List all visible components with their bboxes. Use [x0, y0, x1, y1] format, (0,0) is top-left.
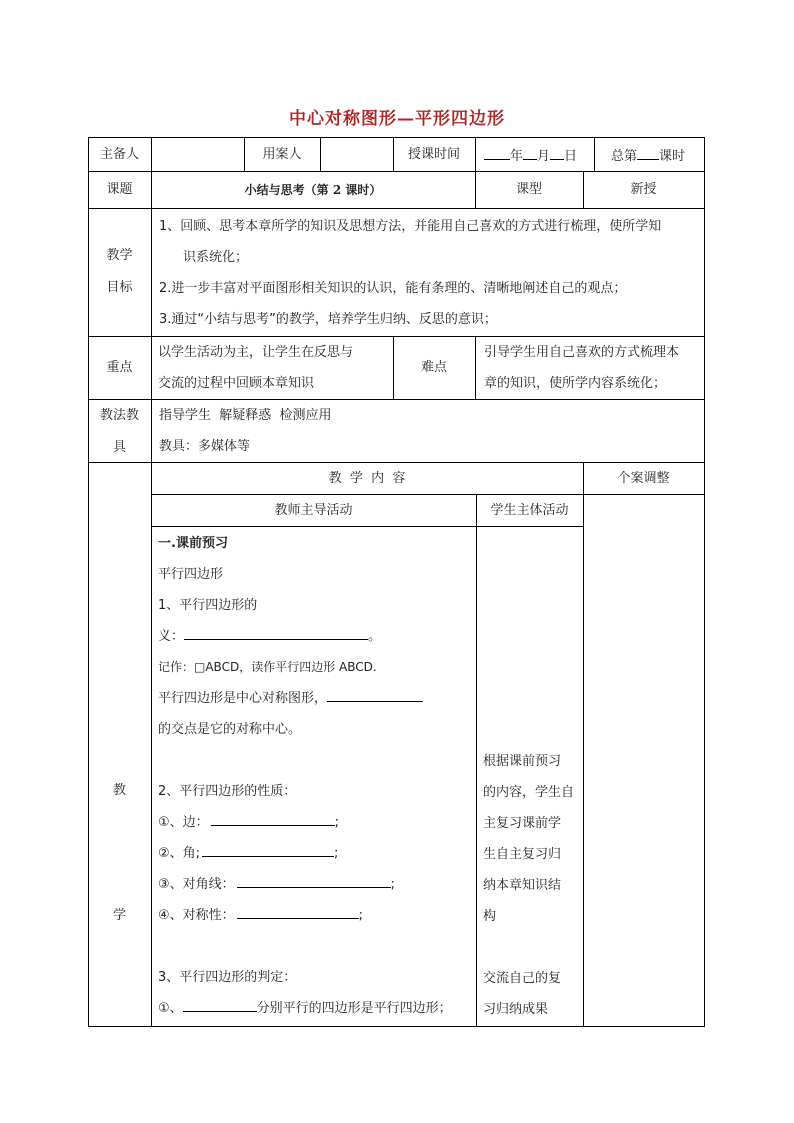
property-line	[158, 900, 474, 931]
table-border-right	[704, 137, 705, 1027]
punctuation: ;	[358, 908, 364, 923]
preparer-value-cell[interactable]	[152, 138, 244, 171]
student-line: 主复习课前学	[483, 816, 562, 831]
section-title: 一.课前预习	[158, 536, 228, 551]
punctuation: ;	[334, 815, 340, 830]
topic-label: 课题	[106, 182, 133, 197]
col-divider	[583, 462, 584, 1027]
punctuation: 。	[368, 629, 382, 644]
punctuation: ;	[390, 877, 396, 892]
lesson-type-value: 新授	[630, 182, 657, 197]
difficulty-text	[484, 337, 702, 399]
key-point-text	[158, 337, 390, 399]
teaching-side-label-1: 教	[112, 783, 126, 798]
key-point-line: 以学生活动为主，让学生在反思与	[158, 345, 354, 360]
property-line	[158, 869, 474, 900]
objectives-text	[159, 211, 699, 335]
col-divider	[594, 137, 595, 172]
year-label: 年	[510, 149, 524, 164]
adjustment-header: 个案调整	[617, 471, 670, 486]
col-divider	[151, 399, 152, 463]
user-label: 用案人	[262, 147, 302, 162]
difficulty-label: 难点	[420, 360, 447, 375]
lesson-count-prefix: 总第	[611, 149, 638, 164]
objectives-label-line1: 教学	[106, 248, 133, 263]
content-line: ③、对角线：	[158, 877, 235, 892]
content-header: 教 学 内 容	[328, 471, 406, 486]
content-line: 2、平行四边形的性质：	[158, 784, 297, 799]
row-divider	[88, 462, 705, 463]
methods-label-line1: 教法教	[99, 408, 139, 423]
criteria-line	[158, 993, 474, 1024]
content-line: 1、平行四边形的	[158, 598, 258, 613]
content-line: ④、对称性：	[158, 908, 235, 923]
objective-line: 识系统化；	[183, 250, 249, 265]
lesson-type-label: 课型	[515, 182, 542, 197]
objective-line: 2.进一步丰富对平面图形相关知识的认识，能有条理的、清晰地阐述自己的观点；	[159, 281, 627, 296]
row-divider	[88, 171, 705, 172]
col-divider	[151, 208, 152, 337]
methods-label-line2: 具	[112, 440, 126, 455]
content-line: 义：	[158, 629, 185, 644]
date-field[interactable]	[484, 147, 577, 165]
methods-line: 教具：多媒体等	[159, 439, 251, 454]
content-line: ②、角;	[158, 846, 201, 861]
content-line: 3、平行四边形的判定：	[158, 970, 297, 985]
student-line: 习归纳成果	[483, 1002, 549, 1017]
student-line: 交流自己的复	[483, 971, 562, 986]
definition-line	[158, 621, 474, 652]
month-label: 月	[537, 149, 551, 164]
table-border-bottom	[88, 1026, 705, 1027]
day-label: 日	[564, 149, 578, 164]
content-line: ①、	[158, 1001, 183, 1016]
symmetry-blank[interactable]	[327, 689, 423, 702]
difficulty-line: 引导学生用自己喜欢的方式梳理本	[484, 345, 680, 360]
teaching-time-label: 授课时间	[407, 147, 460, 162]
student-line: 根据课前预习	[483, 754, 562, 769]
table-border-left	[88, 137, 89, 1027]
teacher-activity-content	[158, 528, 474, 1024]
methods-line: 指导学生 解疑释惑 检测应用	[159, 408, 332, 423]
page-title: 中心对称图形—平形四边形	[289, 109, 505, 129]
definition-blank[interactable]	[184, 627, 368, 640]
row-divider	[151, 494, 704, 495]
punctuation: ;	[334, 846, 339, 861]
objective-line: 1、回顾、思考本章所学的知识及思想方法，并能用自己喜欢的方式进行梳理，使所学知	[159, 219, 662, 234]
content-line: ①、边：	[158, 815, 209, 830]
row-divider	[88, 208, 705, 209]
col-divider	[475, 137, 476, 172]
property-line	[158, 838, 474, 869]
difficulty-line: 章的知识，使所学内容系统化；	[484, 376, 667, 391]
methods-text	[159, 400, 579, 462]
key-point-line: 交流的过程中回顾本章知识	[158, 376, 315, 391]
lesson-count-field[interactable]	[611, 147, 685, 165]
lesson-count-suffix: 课时	[659, 149, 686, 164]
content-line: 的交点是它的对称中心。	[158, 722, 302, 737]
user-value-cell[interactable]	[321, 138, 393, 171]
teaching-side-label-2: 学	[112, 908, 126, 923]
student-line: 生自主复习归	[483, 847, 562, 862]
symmetry-line	[158, 683, 474, 714]
content-line: 平行四边形	[158, 567, 224, 582]
objectives-label-line2: 目标	[106, 280, 133, 295]
topic-value: 小结与思考（第 2 课时）	[244, 183, 382, 197]
content-line: 记作：□ABCD，读作平行四边形 ABCD.	[158, 660, 377, 674]
teacher-activity-header: 教师主导活动	[274, 503, 353, 518]
student-line: 构	[483, 909, 497, 924]
student-activity-header: 学生主体活动	[490, 503, 569, 518]
property-blank[interactable]	[202, 844, 334, 857]
key-point-label: 重点	[106, 360, 133, 375]
row-divider	[151, 526, 583, 527]
objective-line: 3.通过“小结与思考”的教学，培养学生归纳、反思的意识；	[159, 312, 497, 327]
col-divider	[476, 494, 477, 1027]
col-divider	[151, 462, 152, 1027]
criteria-blank[interactable]	[183, 999, 257, 1012]
property-blank[interactable]	[211, 813, 335, 826]
col-divider	[475, 336, 476, 400]
property-blank[interactable]	[237, 906, 359, 919]
col-divider	[151, 336, 152, 400]
student-line: 的内容，学生自	[483, 785, 575, 800]
property-blank[interactable]	[237, 875, 391, 888]
content-line: 分别平行的四边形是平行四边形；	[256, 1001, 452, 1016]
preparer-label: 主备人	[99, 147, 139, 162]
content-line: 平行四边形是中心对称图形，	[158, 691, 328, 706]
student-line: 纳本章知识结	[483, 878, 562, 893]
student-activity-content	[483, 746, 581, 1025]
property-line	[158, 807, 474, 838]
